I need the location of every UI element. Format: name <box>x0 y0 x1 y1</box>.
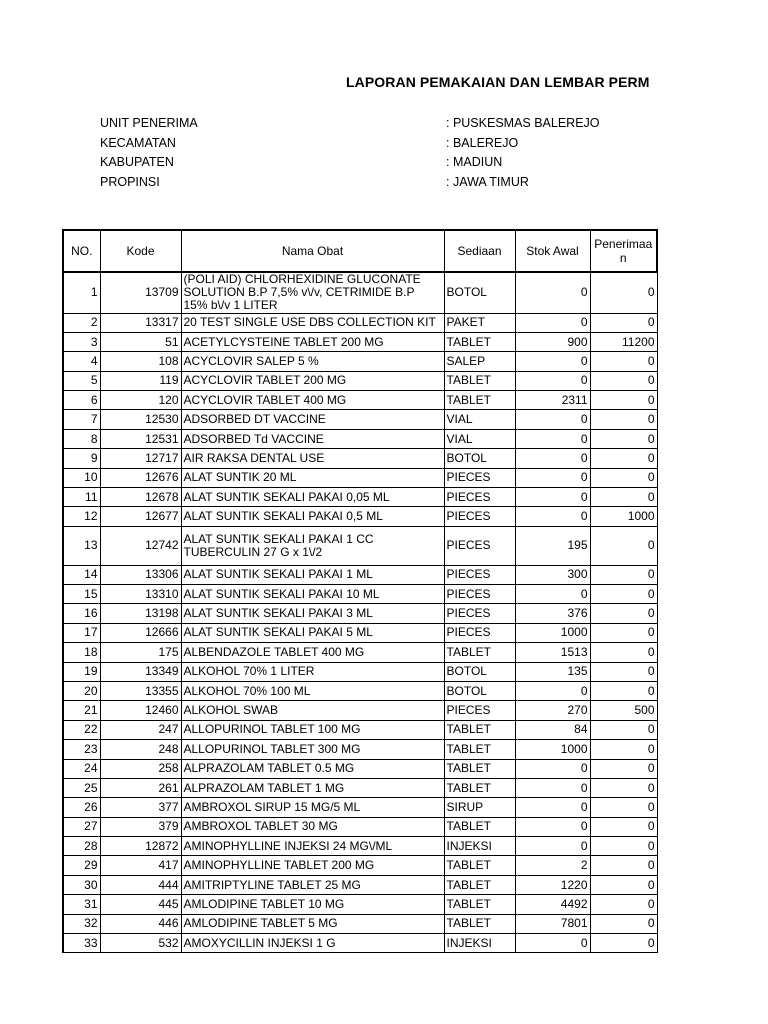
cell-nama: ALAT SUNTIK SEKALI PAKAI 0,05 ML <box>181 488 444 507</box>
table-row <box>63 701 657 720</box>
cell-nama: 20 TEST SINGLE USE DBS COLLECTION KIT <box>181 313 444 332</box>
info-label: PROPINSI <box>100 174 160 189</box>
cell-kode: 13355 <box>100 681 181 700</box>
table-row <box>63 410 657 429</box>
cell-stok-awal: 0 <box>515 352 590 371</box>
cell-stok-awal: 270 <box>515 701 590 720</box>
cell-no: 7 <box>63 410 100 429</box>
cell-nama: AMBROXOL TABLET 30 MG <box>181 817 444 836</box>
cell-stok-awal: 1513 <box>515 643 590 662</box>
info-row-kecamatan <box>100 134 660 154</box>
cell-stok-awal: 0 <box>515 817 590 836</box>
cell-kode: 247 <box>100 720 181 739</box>
col-header-stok-awal: Stok Awal <box>515 230 590 272</box>
cell-no: 29 <box>63 856 100 875</box>
table-row <box>63 313 657 332</box>
cell-no: 24 <box>63 759 100 778</box>
cell-nama: ALKOHOL 70% 100 ML <box>181 681 444 700</box>
col-header-no: NO. <box>63 230 100 272</box>
cell-nama: ALPRAZOLAM TABLET 0.5 MG <box>181 759 444 778</box>
cell-sediaan: PIECES <box>444 623 515 642</box>
cell-penerimaan: 500 <box>590 701 657 720</box>
cell-nama: AMINOPHYLLINE INJEKSI 24 MG\/ML <box>181 837 444 856</box>
cell-penerimaan: 0 <box>590 623 657 642</box>
table-row <box>63 740 657 759</box>
cell-stok-awal: 1000 <box>515 623 590 642</box>
cell-kode: 12717 <box>100 449 181 468</box>
cell-no: 22 <box>63 720 100 739</box>
cell-kode: 12677 <box>100 507 181 526</box>
info-label: UNIT PENERIMA <box>100 116 198 130</box>
table-row <box>63 934 657 953</box>
table-row <box>63 643 657 662</box>
cell-no: 18 <box>63 643 100 662</box>
cell-penerimaan: 1000 <box>590 507 657 526</box>
cell-sediaan: TABLET <box>444 391 515 410</box>
cell-sediaan: TABLET <box>444 759 515 778</box>
cell-no: 3 <box>63 332 100 351</box>
cell-penerimaan: 0 <box>590 934 657 953</box>
cell-nama: (POLI AID) CHLORHEXIDINE GLUCONATE SOLUTION B.P 7,5% v\/v, CETRIMIDE B.P 15% b\/v 1 LITER <box>181 272 444 313</box>
cell-nama: ACYCLOVIR SALEP 5 % <box>181 352 444 371</box>
cell-no: 15 <box>63 584 100 603</box>
table-row <box>63 837 657 856</box>
cell-stok-awal: 0 <box>515 410 590 429</box>
info-value: : BALEREJO <box>446 135 519 150</box>
cell-penerimaan: 0 <box>590 720 657 739</box>
cell-kode: 12666 <box>100 623 181 642</box>
cell-penerimaan: 0 <box>590 662 657 681</box>
cell-sediaan: SIRUP <box>444 798 515 817</box>
cell-penerimaan: 0 <box>590 856 657 875</box>
cell-sediaan: PIECES <box>444 565 515 584</box>
cell-kode: 12676 <box>100 468 181 487</box>
col-header-kode: Kode <box>100 230 181 272</box>
cell-sediaan: PIECES <box>444 701 515 720</box>
table-row <box>63 371 657 390</box>
cell-nama: ALAT SUNTIK SEKALI PAKAI 5 ML <box>181 623 444 642</box>
cell-no: 5 <box>63 371 100 390</box>
cell-sediaan: VIAL <box>444 410 515 429</box>
table-row <box>63 526 657 565</box>
cell-kode: 12531 <box>100 429 181 448</box>
cell-penerimaan: 0 <box>590 391 657 410</box>
cell-stok-awal: 7801 <box>515 914 590 933</box>
table-row <box>63 895 657 914</box>
cell-nama: ACYCLOVIR TABLET 400 MG <box>181 391 444 410</box>
table-row <box>63 391 657 410</box>
cell-stok-awal: 0 <box>515 272 590 313</box>
cell-stok-awal: 0 <box>515 449 590 468</box>
cell-sediaan: TABLET <box>444 856 515 875</box>
cell-stok-awal: 0 <box>515 313 590 332</box>
cell-stok-awal: 0 <box>515 488 590 507</box>
page-clip <box>658 0 768 1024</box>
cell-nama: ALAT SUNTIK SEKALI PAKAI 3 ML <box>181 604 444 623</box>
table-row <box>63 914 657 933</box>
cell-kode: 258 <box>100 759 181 778</box>
cell-penerimaan: 0 <box>590 817 657 836</box>
cell-penerimaan: 0 <box>590 371 657 390</box>
table-row <box>63 662 657 681</box>
cell-penerimaan: 0 <box>590 837 657 856</box>
cell-nama: ADSORBED DT VACCINE <box>181 410 444 429</box>
cell-no: 25 <box>63 778 100 797</box>
cell-sediaan: BOTOL <box>444 272 515 313</box>
col-header-nama: Nama Obat <box>181 230 444 272</box>
table-body <box>63 272 657 953</box>
cell-sediaan: BOTOL <box>444 662 515 681</box>
table-row <box>63 584 657 603</box>
info-row-kabupaten <box>100 153 660 173</box>
cell-no: 30 <box>63 875 100 894</box>
cell-penerimaan: 0 <box>590 449 657 468</box>
cell-no: 8 <box>63 429 100 448</box>
cell-sediaan: PIECES <box>444 526 515 565</box>
cell-stok-awal: 0 <box>515 371 590 390</box>
cell-no: 32 <box>63 914 100 933</box>
cell-kode: 119 <box>100 371 181 390</box>
cell-penerimaan: 0 <box>590 778 657 797</box>
cell-sediaan: TABLET <box>444 332 515 351</box>
cell-kode: 12678 <box>100 488 181 507</box>
cell-nama: ALAT SUNTIK 20 ML <box>181 468 444 487</box>
cell-penerimaan: 0 <box>590 272 657 313</box>
col-header-penerimaan: Penerimaa n <box>590 230 657 272</box>
cell-sediaan: SALEP <box>444 352 515 371</box>
cell-kode: 120 <box>100 391 181 410</box>
cell-kode: 13317 <box>100 313 181 332</box>
table-row <box>63 352 657 371</box>
cell-penerimaan: 0 <box>590 526 657 565</box>
col-header-sediaan: Sediaan <box>444 230 515 272</box>
table-row <box>63 720 657 739</box>
cell-sediaan: BOTOL <box>444 681 515 700</box>
cell-nama: AMLODIPINE TABLET 10 MG <box>181 895 444 914</box>
cell-no: 13 <box>63 526 100 565</box>
cell-nama: ALAT SUNTIK SEKALI PAKAI 1 ML <box>181 565 444 584</box>
cell-stok-awal: 0 <box>515 837 590 856</box>
cell-nama: AMINOPHYLLINE TABLET 200 MG <box>181 856 444 875</box>
table-row <box>63 623 657 642</box>
cell-sediaan: PIECES <box>444 604 515 623</box>
cell-penerimaan: 0 <box>590 468 657 487</box>
info-label: KABUPATEN <box>100 155 174 169</box>
cell-kode: 12530 <box>100 410 181 429</box>
cell-penerimaan: 0 <box>590 798 657 817</box>
cell-kode: 13198 <box>100 604 181 623</box>
cell-kode: 445 <box>100 895 181 914</box>
table-row <box>63 604 657 623</box>
cell-no: 10 <box>63 468 100 487</box>
cell-stok-awal: 0 <box>515 681 590 700</box>
cell-penerimaan: 11200 <box>590 332 657 351</box>
cell-kode: 108 <box>100 352 181 371</box>
cell-stok-awal: 2 <box>515 856 590 875</box>
cell-no: 6 <box>63 391 100 410</box>
cell-stok-awal: 900 <box>515 332 590 351</box>
table-row <box>63 429 657 448</box>
info-label: KECAMATAN <box>100 135 176 150</box>
cell-no: 19 <box>63 662 100 681</box>
info-row-propinsi <box>100 173 660 193</box>
info-value: : JAWA TIMUR <box>446 174 529 189</box>
cell-kode: 51 <box>100 332 181 351</box>
cell-kode: 261 <box>100 778 181 797</box>
cell-sediaan: PIECES <box>444 468 515 487</box>
cell-no: 11 <box>63 488 100 507</box>
cell-kode: 377 <box>100 798 181 817</box>
cell-sediaan: TABLET <box>444 740 515 759</box>
table-row <box>63 332 657 351</box>
cell-nama: AMITRIPTYLINE TABLET 25 MG <box>181 875 444 894</box>
cell-stok-awal: 0 <box>515 468 590 487</box>
table-header-row <box>63 230 657 272</box>
cell-sediaan: VIAL <box>444 429 515 448</box>
cell-nama: ALLOPURINOL TABLET 300 MG <box>181 740 444 759</box>
cell-stok-awal: 0 <box>515 584 590 603</box>
cell-kode: 532 <box>100 934 181 953</box>
cell-nama: ADSORBED Td VACCINE <box>181 429 444 448</box>
cell-penerimaan: 0 <box>590 681 657 700</box>
cell-no: 26 <box>63 798 100 817</box>
cell-no: 17 <box>63 623 100 642</box>
cell-stok-awal: 1220 <box>515 875 590 894</box>
cell-penerimaan: 0 <box>590 488 657 507</box>
table-row <box>63 778 657 797</box>
table-row <box>63 798 657 817</box>
cell-stok-awal: 4492 <box>515 895 590 914</box>
cell-nama: ALAT SUNTIK SEKALI PAKAI 1 CC TUBERCULIN 27 G x 1\/2 <box>181 526 444 565</box>
table-row <box>63 468 657 487</box>
cell-nama: AMOXYCILLIN INJEKSI 1 G <box>181 934 444 953</box>
cell-kode: 248 <box>100 740 181 759</box>
cell-stok-awal: 2311 <box>515 391 590 410</box>
cell-sediaan: INJEKSI <box>444 837 515 856</box>
cell-kode: 379 <box>100 817 181 836</box>
cell-stok-awal: 1000 <box>515 740 590 759</box>
cell-penerimaan: 0 <box>590 410 657 429</box>
cell-stok-awal: 0 <box>515 934 590 953</box>
cell-nama: AIR RAKSA DENTAL USE <box>181 449 444 468</box>
cell-stok-awal: 84 <box>515 720 590 739</box>
table-row <box>63 488 657 507</box>
cell-kode: 12872 <box>100 837 181 856</box>
cell-kode: 444 <box>100 875 181 894</box>
cell-penerimaan: 0 <box>590 914 657 933</box>
table-row <box>63 681 657 700</box>
cell-sediaan: PIECES <box>444 488 515 507</box>
table-row <box>63 875 657 894</box>
cell-kode: 12742 <box>100 526 181 565</box>
cell-no: 23 <box>63 740 100 759</box>
cell-sediaan: TABLET <box>444 875 515 894</box>
cell-penerimaan: 0 <box>590 352 657 371</box>
table-row <box>63 817 657 836</box>
cell-penerimaan: 0 <box>590 313 657 332</box>
cell-nama: AMLODIPINE TABLET 5 MG <box>181 914 444 933</box>
cell-no: 9 <box>63 449 100 468</box>
cell-sediaan: PAKET <box>444 313 515 332</box>
info-value: : MADIUN <box>446 155 503 169</box>
cell-kode: 13349 <box>100 662 181 681</box>
cell-sediaan: TABLET <box>444 643 515 662</box>
cell-stok-awal: 0 <box>515 798 590 817</box>
cell-stok-awal: 300 <box>515 565 590 584</box>
cell-nama: ALPRAZOLAM TABLET 1 MG <box>181 778 444 797</box>
cell-sediaan: BOTOL <box>444 449 515 468</box>
cell-sediaan: TABLET <box>444 720 515 739</box>
table-row <box>63 449 657 468</box>
cell-sediaan: PIECES <box>444 507 515 526</box>
cell-penerimaan: 0 <box>590 429 657 448</box>
cell-stok-awal: 0 <box>515 507 590 526</box>
cell-stok-awal: 135 <box>515 662 590 681</box>
cell-no: 31 <box>63 895 100 914</box>
cell-no: 4 <box>63 352 100 371</box>
cell-sediaan: TABLET <box>444 895 515 914</box>
cell-no: 2 <box>63 313 100 332</box>
cell-nama: ACETYLCYSTEINE TABLET 200 MG <box>181 332 444 351</box>
cell-nama: ALKOHOL SWAB <box>181 701 444 720</box>
cell-penerimaan: 0 <box>590 565 657 584</box>
cell-stok-awal: 195 <box>515 526 590 565</box>
table-row <box>63 759 657 778</box>
report-title: LAPORAN PEMAKAIAN DAN LEMBAR PERM <box>346 74 650 90</box>
cell-sediaan: PIECES <box>444 584 515 603</box>
cell-penerimaan: 0 <box>590 875 657 894</box>
cell-sediaan: TABLET <box>444 914 515 933</box>
cell-kode: 13310 <box>100 584 181 603</box>
cell-kode: 446 <box>100 914 181 933</box>
cell-nama: ACYCLOVIR TABLET 200 MG <box>181 371 444 390</box>
cell-penerimaan: 0 <box>590 895 657 914</box>
cell-penerimaan: 0 <box>590 740 657 759</box>
cell-stok-awal: 0 <box>515 778 590 797</box>
report-info <box>100 114 660 192</box>
cell-penerimaan: 0 <box>590 584 657 603</box>
table-row <box>63 507 657 526</box>
cell-nama: ALLOPURINOL TABLET 100 MG <box>181 720 444 739</box>
cell-nama: ALAT SUNTIK SEKALI PAKAI 10 ML <box>181 584 444 603</box>
cell-no: 21 <box>63 701 100 720</box>
cell-kode: 12460 <box>100 701 181 720</box>
cell-nama: AMBROXOL SIRUP 15 MG/5 ML <box>181 798 444 817</box>
cell-sediaan: TABLET <box>444 371 515 390</box>
info-row-unit <box>100 114 660 134</box>
cell-nama: ALBENDAZOLE TABLET 400 MG <box>181 643 444 662</box>
table-row <box>63 272 657 313</box>
cell-nama: ALKOHOL 70% 1 LITER <box>181 662 444 681</box>
cell-penerimaan: 0 <box>590 604 657 623</box>
cell-kode: 417 <box>100 856 181 875</box>
cell-nama: ALAT SUNTIK SEKALI PAKAI 0,5 ML <box>181 507 444 526</box>
cell-stok-awal: 0 <box>515 759 590 778</box>
cell-sediaan: TABLET <box>444 778 515 797</box>
table-row <box>63 565 657 584</box>
cell-no: 33 <box>63 934 100 953</box>
cell-sediaan: TABLET <box>444 817 515 836</box>
cell-penerimaan: 0 <box>590 643 657 662</box>
table-row <box>63 856 657 875</box>
cell-no: 14 <box>63 565 100 584</box>
cell-no: 28 <box>63 837 100 856</box>
cell-kode: 175 <box>100 643 181 662</box>
medicine-table <box>62 229 658 953</box>
cell-sediaan: INJEKSI <box>444 934 515 953</box>
cell-stok-awal: 376 <box>515 604 590 623</box>
cell-no: 27 <box>63 817 100 836</box>
cell-no: 1 <box>63 272 100 313</box>
cell-stok-awal: 0 <box>515 429 590 448</box>
cell-no: 16 <box>63 604 100 623</box>
cell-penerimaan: 0 <box>590 759 657 778</box>
cell-kode: 13306 <box>100 565 181 584</box>
cell-no: 20 <box>63 681 100 700</box>
info-value: : PUSKESMAS BALEREJO <box>446 116 600 130</box>
cell-no: 12 <box>63 507 100 526</box>
cell-kode: 13709 <box>100 272 181 313</box>
